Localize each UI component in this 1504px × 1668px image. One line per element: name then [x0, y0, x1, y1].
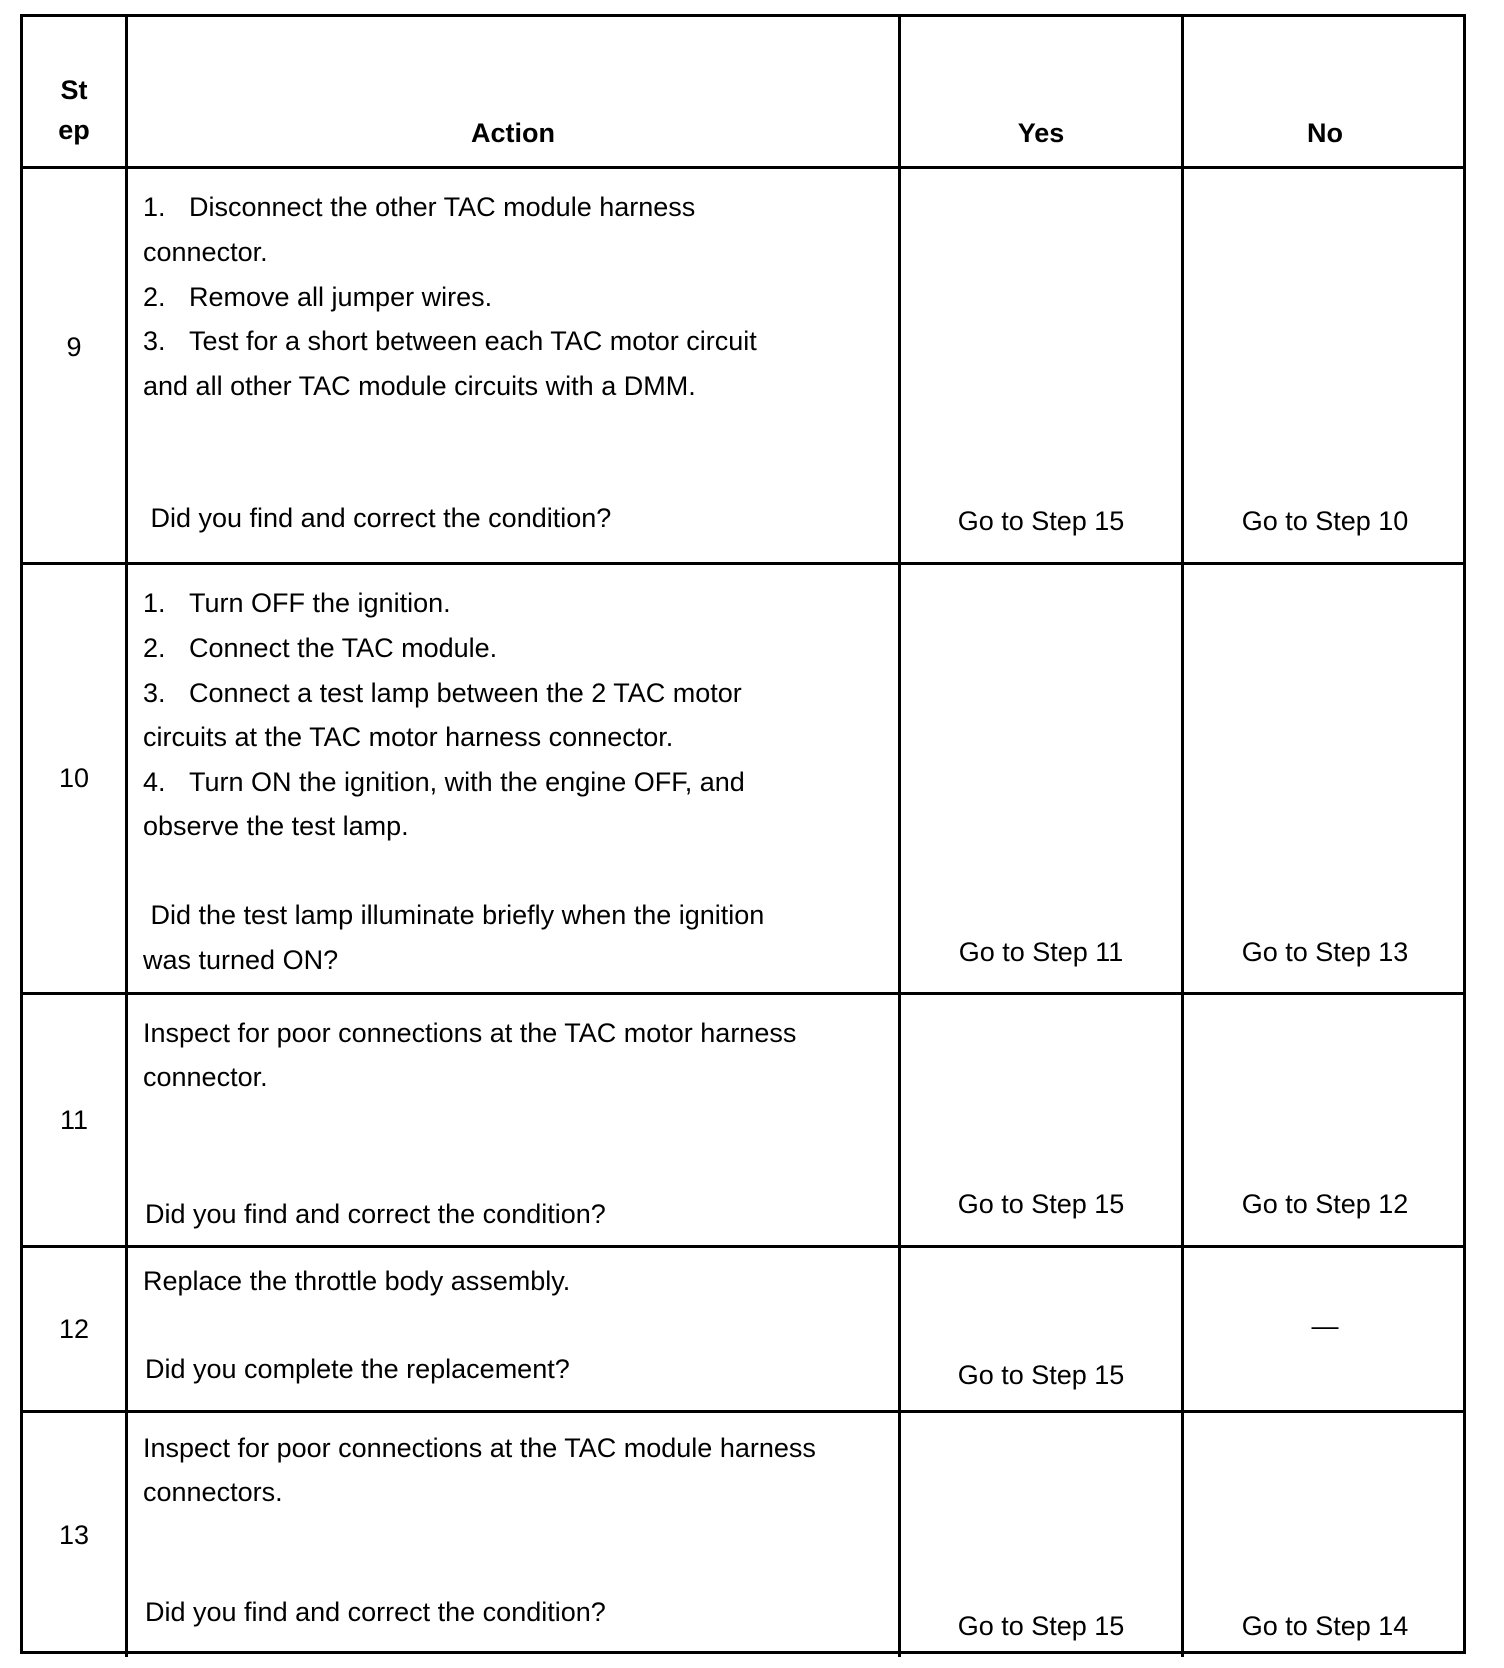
- table-row-step-11: [23, 995, 1463, 1248]
- action-cell: [128, 1248, 901, 1410]
- no-cell: [1184, 1413, 1466, 1657]
- action-line: [143, 1055, 268, 1100]
- action-line: [143, 760, 745, 805]
- header-action: Action: [471, 118, 555, 148]
- step-number: 13: [58, 1520, 90, 1550]
- line-text: circuits at the TAC motor harness connector.: [143, 722, 674, 752]
- header-no-cell: [1184, 17, 1466, 166]
- action-line: [143, 364, 696, 409]
- yes-goto: Go to Step 11: [958, 937, 1124, 967]
- no-cell: [1184, 995, 1466, 1245]
- action-cell: [128, 995, 901, 1245]
- header-step-line1: St: [60, 75, 88, 105]
- line-number: 2.: [143, 282, 166, 312]
- yes-cell: [901, 1413, 1184, 1657]
- line-text: connector.: [143, 1062, 268, 1092]
- action-line: [143, 804, 409, 849]
- no-cell: [1184, 1248, 1466, 1410]
- step-cell: [23, 169, 128, 562]
- line-text: connector.: [143, 237, 268, 267]
- action-line: [143, 1011, 796, 1056]
- line-text: and all other TAC module circuits with a DMM.: [143, 371, 696, 401]
- question-text: was turned ON?: [143, 945, 339, 975]
- question-text: Did you find and correct the condition?: [143, 503, 612, 533]
- action-line: [143, 275, 492, 320]
- no-cell: [1184, 169, 1466, 562]
- line-text: Turn ON the ignition, with the engine OFF, and: [189, 767, 745, 797]
- step-cell: [23, 565, 128, 992]
- line-text: Test for a short between each TAC motor circuit: [189, 326, 757, 356]
- action-line: [143, 626, 497, 671]
- step-number: 12: [58, 1314, 90, 1344]
- yes-goto: Go to Step 15: [957, 1611, 1125, 1641]
- action-line: [143, 1470, 283, 1515]
- yes-cell: [901, 1248, 1184, 1410]
- yes-cell: [901, 169, 1184, 562]
- line-text: Disconnect the other TAC module harness: [189, 192, 696, 222]
- question-text: Did you complete the replacement?: [145, 1354, 570, 1384]
- line-number: 3.: [143, 326, 166, 356]
- step-cell: [23, 1413, 128, 1657]
- question-text: Did you find and correct the condition?: [145, 1597, 606, 1627]
- line-text: Turn OFF the ignition.: [189, 588, 451, 618]
- action-line: [143, 581, 451, 626]
- no-goto: Go to Step 13: [1241, 937, 1409, 967]
- line-text: Inspect for poor connections at the TAC module harness: [143, 1433, 816, 1463]
- action-line: [143, 185, 695, 230]
- no-goto: Go to Step 10: [1241, 506, 1409, 536]
- header-step-cell: [23, 17, 128, 166]
- yes-goto: Go to Step 15: [957, 1360, 1125, 1390]
- header-step-line2: ep: [58, 115, 90, 145]
- action-cell: [128, 565, 901, 992]
- line-text: Replace the throttle body assembly.: [143, 1266, 571, 1296]
- yes-cell: [901, 565, 1184, 992]
- yes-goto: Go to Step 15: [957, 506, 1125, 536]
- yes-cell: [901, 995, 1184, 1245]
- step-cell: [23, 995, 128, 1245]
- table-row-step-13: [23, 1413, 1463, 1657]
- step-number: 9: [66, 332, 82, 362]
- no-goto: Go to Step 12: [1241, 1189, 1409, 1219]
- table-row-step-9: [23, 169, 1463, 565]
- line-number: 4.: [143, 767, 166, 797]
- action-line: [143, 671, 742, 716]
- action-line: [143, 715, 673, 760]
- question-text: Did you find and correct the condition?: [145, 1199, 606, 1229]
- line-text: Connect the TAC module.: [189, 633, 498, 663]
- line-text: observe the test lamp.: [143, 811, 409, 841]
- step-number: 11: [59, 1105, 89, 1135]
- no-cell: [1184, 565, 1466, 992]
- header-yes-cell: [901, 17, 1184, 166]
- table-header-row: [23, 17, 1463, 169]
- action-line: [143, 319, 757, 364]
- action-cell: [128, 1413, 901, 1657]
- no-goto: Go to Step 14: [1241, 1611, 1409, 1641]
- line-text: Inspect for poor connections at the TAC motor harness: [143, 1018, 797, 1048]
- action-line: [143, 1426, 816, 1471]
- action-line: [143, 230, 268, 275]
- header-no: No: [1307, 118, 1343, 148]
- action-cell: [128, 169, 901, 562]
- line-text: Remove all jumper wires.: [189, 282, 493, 312]
- step-cell: [23, 1248, 128, 1410]
- action-line: [143, 1259, 570, 1304]
- step-number: 10: [58, 763, 90, 793]
- header-action-cell: [128, 17, 901, 166]
- line-number: 1.: [143, 588, 166, 618]
- yes-goto: Go to Step 15: [957, 1189, 1125, 1219]
- line-text: Connect a test lamp between the 2 TAC motor: [189, 678, 742, 708]
- line-text: connectors.: [143, 1477, 283, 1507]
- line-number: 1.: [143, 192, 166, 222]
- table-row-step-10: [23, 565, 1463, 995]
- table-row-step-12: [23, 1248, 1463, 1413]
- question-text: Did the test lamp illuminate briefly when the ignition: [143, 900, 765, 930]
- no-goto: —: [1311, 1311, 1339, 1341]
- line-number: 3.: [143, 678, 166, 708]
- header-yes: Yes: [1017, 118, 1065, 148]
- diagnostic-table: [20, 14, 1466, 1654]
- line-number: 2.: [143, 633, 166, 663]
